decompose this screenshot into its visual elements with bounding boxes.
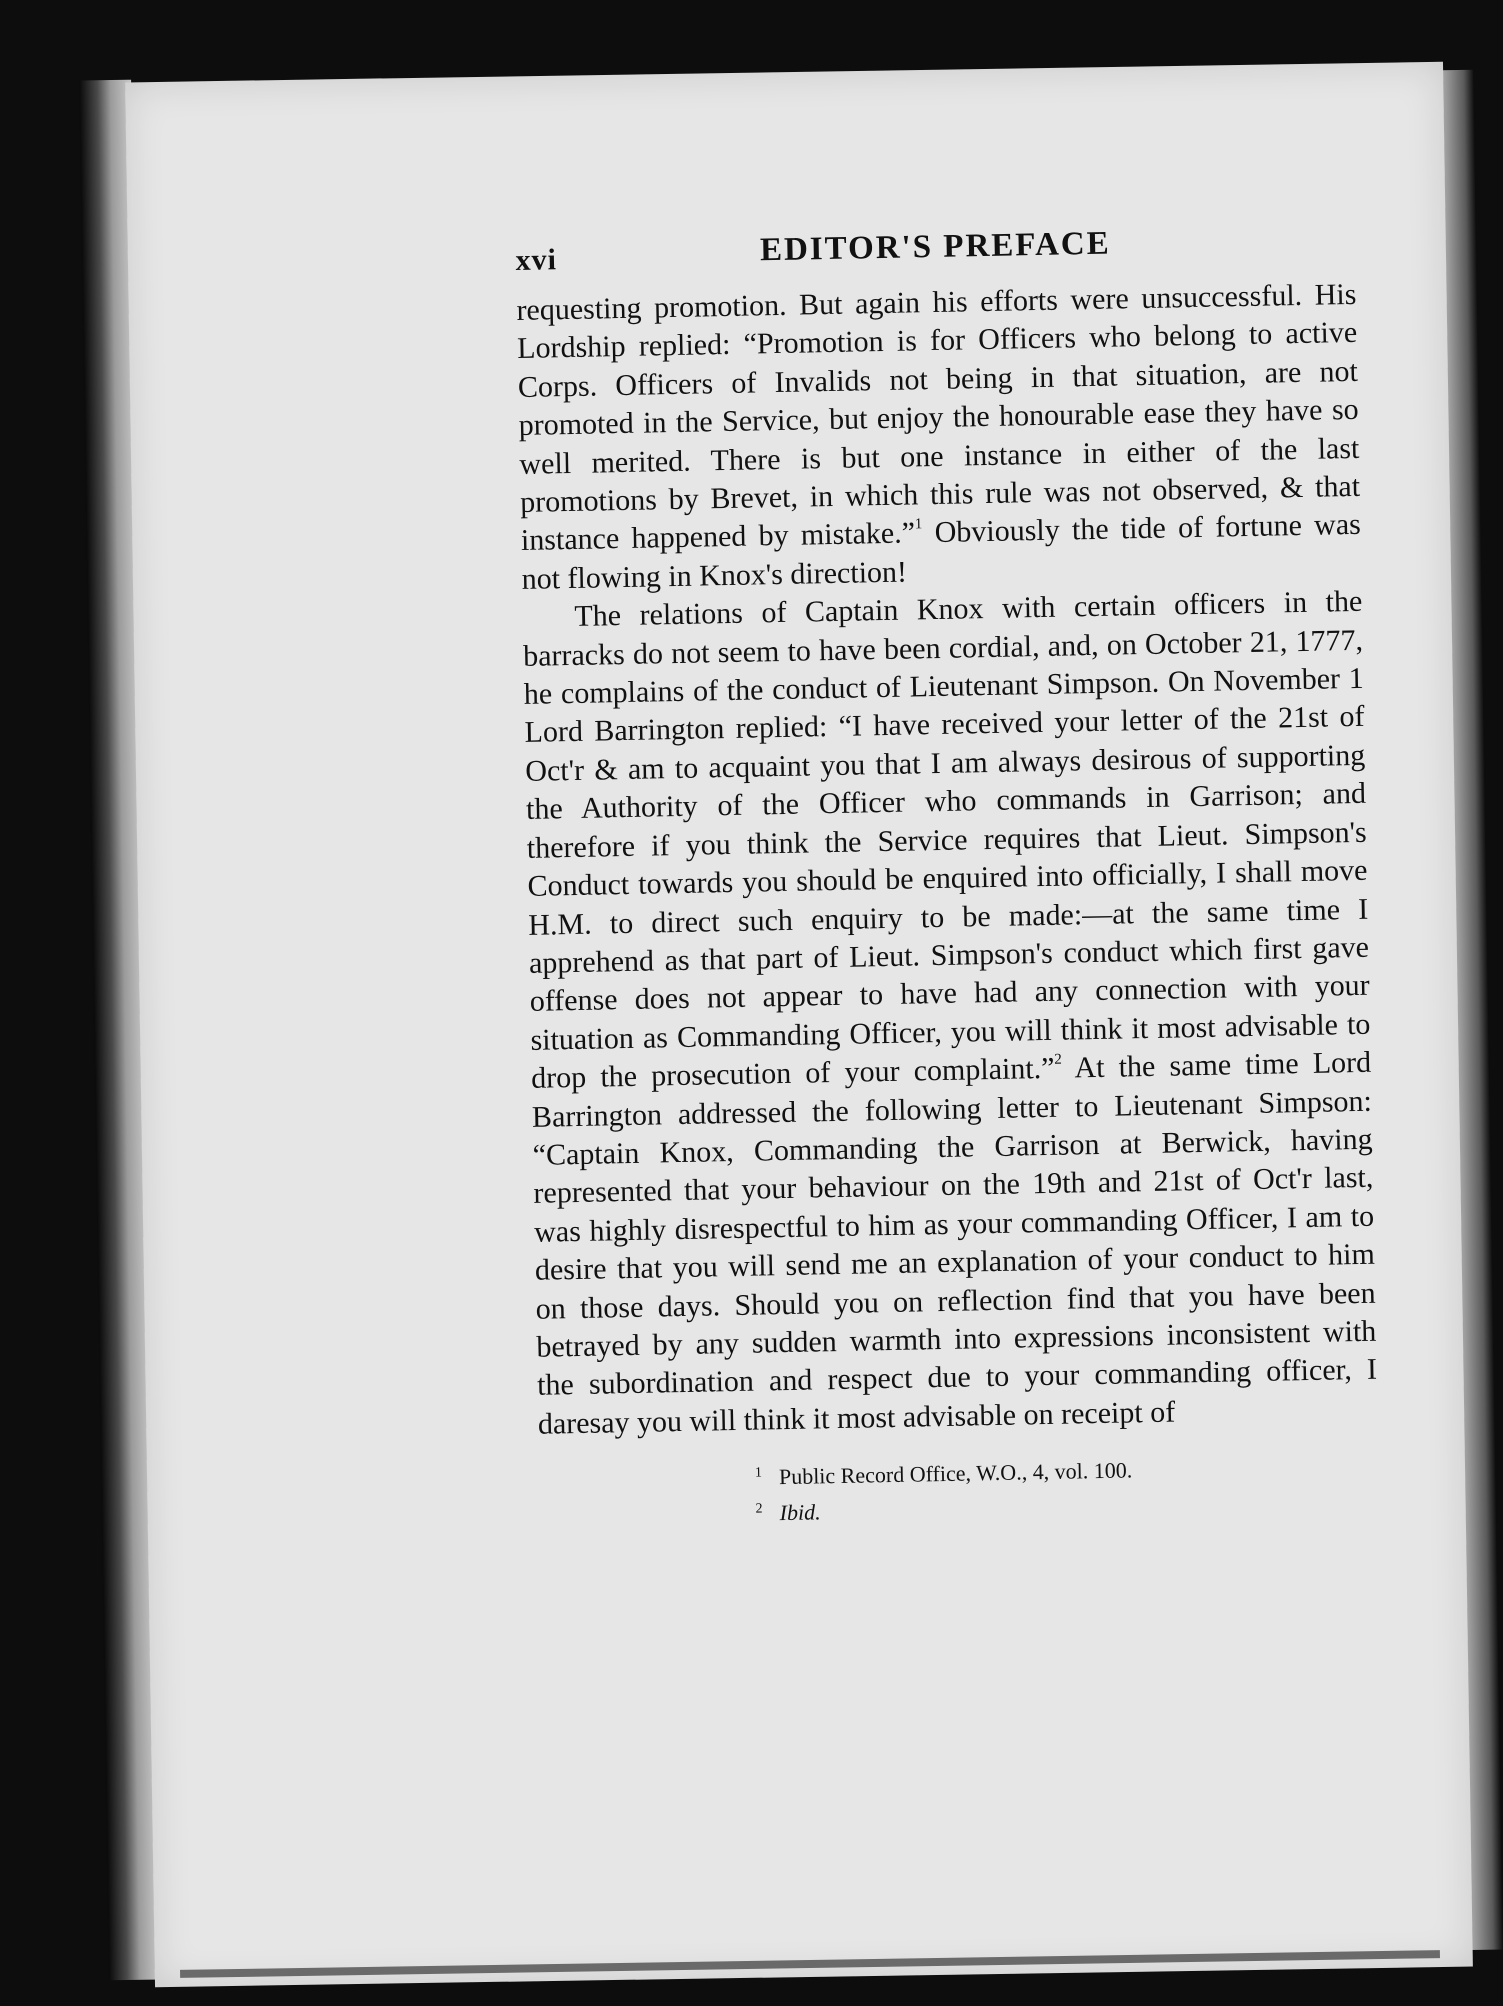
footnote-ref-2: 2 [1054, 1051, 1062, 1068]
page-number: xvi [515, 243, 558, 277]
paragraph-1-text-a: requesting promotion. But again his efforts were unsuccessful. His Lordship replied: “Promotion is for Officers who belong to active Corps. Officers of Invalids not being in that situation, are not promoted in the Service, but enjoy the honourable ease they have so well merited. There is but one instance in either of the last promotions by Brevet, in which this rule was not observed, & that instance happened by mistake.” [516, 277, 1361, 558]
footnote-2-text: Ibid. [779, 1499, 821, 1526]
footnote-2-mark: 2 [755, 1501, 763, 1517]
text-block [515, 216, 1380, 1534]
paragraph-1 [516, 276, 1362, 599]
paragraph-2-text-a: The relations of Captain Knox with certain officers in the barracks do not seem to have been cordial, and, on October 21, 1777, he complains of the conduct of Lieutenant Simpson. On November 1 Lord Barrington replied: “I have received your letter of the 21st of Oct'r & am to acquaint you that I am always desirous of supporting the Authority of the Officer who commands in Garrison; and therefore if you think the Service requires that Lieut. Simpson's Conduct towards you should be enquired into officially, I shall move H.M. to direct such enquiry to be made:—at the same time I apprehend as that part of Lieut. Simpson's conduct which first gave offense does not appear to have had any connection with your situation as Commanding Officer, you will think it most advisable to drop the prosecution of your complaint.” [522, 585, 1371, 1095]
footnote-1-mark: 1 [754, 1465, 763, 1481]
footnote-ref-1: 1 [914, 516, 923, 533]
footnote-1-text: Public Record Office, W.O., 4, vol. 100. [778, 1457, 1133, 1490]
paragraph-1-text-b: Obviously the tide of fortune was not flowing in Knox's direction! [521, 508, 1362, 596]
body-text [516, 276, 1378, 1444]
running-head: EDITOR'S PREFACE [759, 225, 1112, 269]
paragraph-2 [522, 583, 1378, 1444]
paragraph-2-text-b: At the same time Lord Barrington addressed the following letter to Lieutenant Simpson: “Captain Knox, Commanding the Garrison at Berwick, having represented that your behaviour on the 19th and 21st of Oct'r last, was highly disrespectful to him as your commanding Officer, I am to desire that you will send me an explanation of your conduct to him on those days. Should you on reflection find that you have been betrayed by any sudden warmth into expressions inconsistent with the subordination and respect due to your commanding officer, I daresay you will think it most advisable on receipt of [531, 1045, 1378, 1441]
